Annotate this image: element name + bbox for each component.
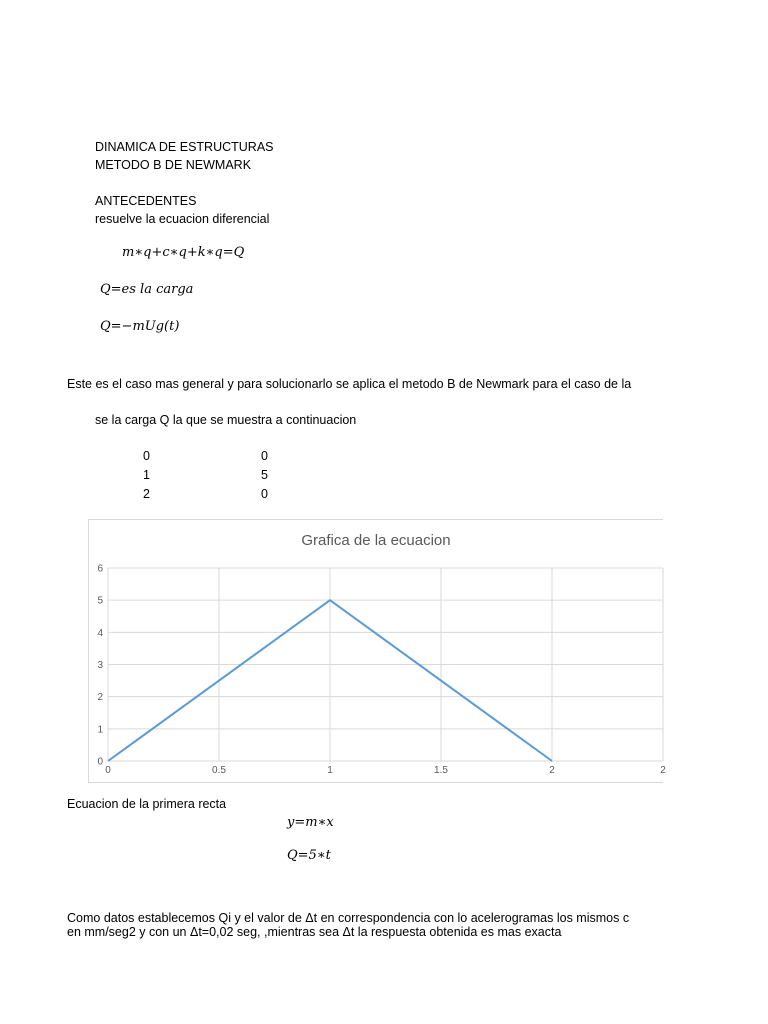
- x-tick-label: 1.5: [434, 765, 448, 776]
- y-tick-label: 2: [97, 692, 103, 704]
- table-cell-load: 5: [261, 468, 268, 482]
- y-tick-label: 1: [97, 724, 103, 736]
- paragraph-load: se la carga Q la que se muestra a continuacion: [95, 413, 357, 427]
- closing-line-2: en mm/seg2 y con un Δt=0,02 seg, ,mientras sea Δt la respuesta obtenida es mas exacta: [67, 925, 562, 939]
- y-tick-label: 6: [97, 563, 103, 575]
- equation-line: y=m∗x: [287, 815, 334, 830]
- chart-title: Grafica de la ecuacion: [301, 532, 451, 549]
- equation-load-ground: Q=−mUg(t): [100, 319, 180, 334]
- x-tick-label: 0.5: [212, 765, 226, 776]
- recta-heading: Ecuacion de la primera recta: [67, 797, 227, 811]
- equation-motion: m∗q+c∗q+k∗q=Q: [122, 245, 245, 260]
- table-cell-load: 0: [261, 487, 268, 501]
- table-cell-load: 0: [261, 449, 268, 463]
- section-text: resuelve la ecuacion diferencial: [95, 212, 270, 226]
- document-title: DINAMICA DE ESTRUCTURAS: [95, 140, 274, 154]
- x-tick-label: 1: [327, 765, 333, 776]
- x-tick-label: 2: [660, 765, 666, 776]
- equation-load-line: Q=5∗t: [287, 848, 331, 863]
- y-tick-label: 0: [97, 756, 103, 768]
- y-tick-label: 5: [97, 595, 103, 607]
- closing-line-1: Como datos establecemos Qi y el valor de Δt en correspondencia con lo acelerogramas los mismos c: [67, 911, 630, 925]
- table-cell-time: 0: [143, 449, 150, 463]
- y-tick-label: 4: [97, 627, 103, 639]
- chart-plot: [89, 520, 666, 782]
- line-chart: [88, 519, 666, 783]
- table-cell-time: 2: [143, 487, 150, 501]
- paragraph-general: Este es el caso mas general y para solucionarlo se aplica el metodo B de Newmark para el caso de la: [67, 377, 632, 391]
- x-tick-label: 2: [549, 765, 555, 776]
- section-heading: ANTECEDENTES: [95, 194, 197, 208]
- table-cell-time: 1: [143, 468, 150, 482]
- y-tick-label: 3: [97, 660, 103, 671]
- x-tick-label: 0: [105, 765, 111, 776]
- document-subtitle: METODO B DE NEWMARK: [95, 158, 252, 172]
- equation-load-definition: Q=es la carga: [100, 282, 194, 297]
